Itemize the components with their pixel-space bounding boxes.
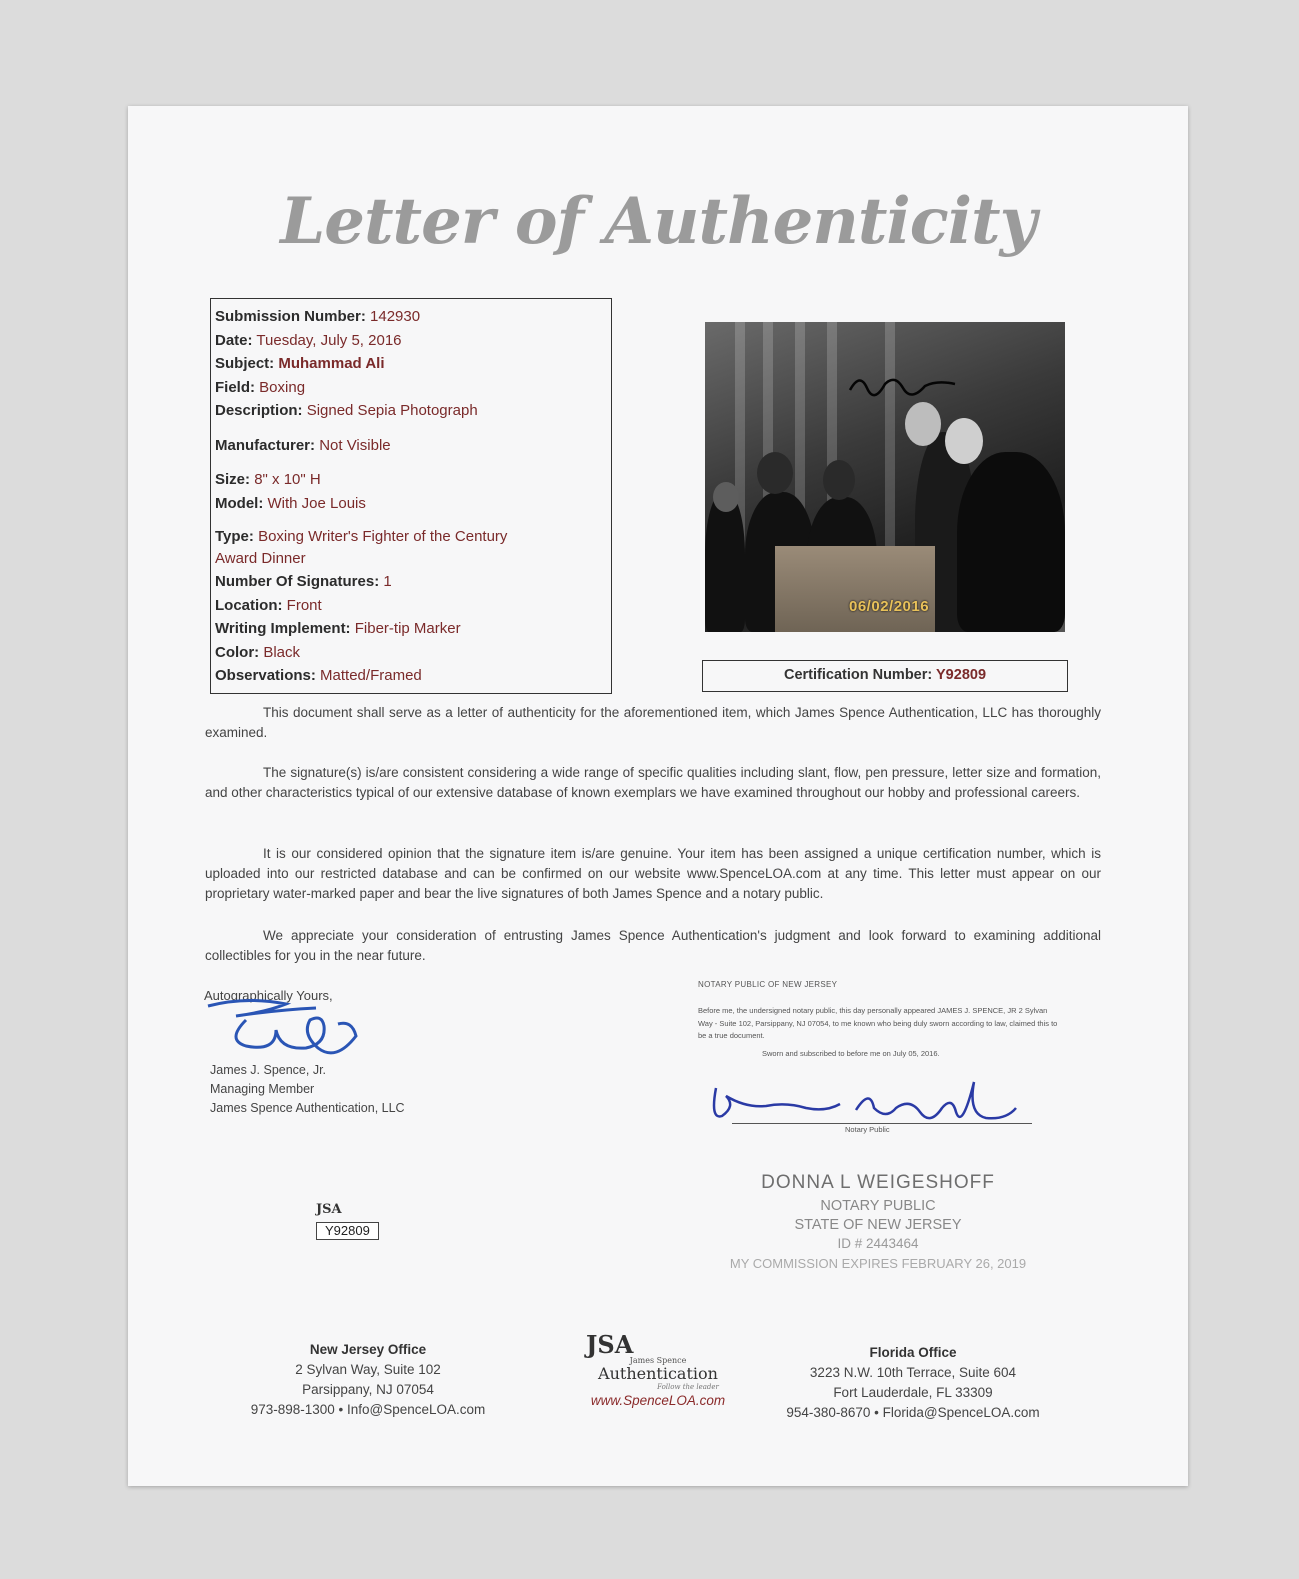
seal-name: DONNA L WEIGESHOFF — [761, 1172, 995, 1193]
signer-name: James J. Spence, Jr. — [210, 1063, 327, 1077]
seal-id: ID # 2443464 — [837, 1236, 919, 1251]
body-paragraph-3: It is our considered opinion that the signature item is/are genuine. Your item has been assigned a unique certification number, which is uploaded into our restricted database and can be confirmed on our website www.SpenceLOA.com at any time. This letter must appear on our proprietary water-marked paper and bear the live signatures of both James Spence and a notary public. — [205, 846, 1101, 901]
type-row: Type: Boxing Writer's Fighter of the Century Award Dinner — [215, 528, 508, 567]
manufacturer-row: Manufacturer: Not Visible — [215, 436, 391, 454]
color-value: Black — [263, 643, 301, 661]
date-value: Tuesday, July 5, 2016 — [256, 331, 402, 349]
notary-text: Before me, the undersigned notary public, this day personally appeared JAMES J. SPENCE, JR 2 Sylvan Way - Suite 102, Parsippany, NJ 07054, to me known who being duly sworn according to law, claimed this to be a true document. — [698, 1006, 1058, 1040]
signer-company: James Spence Authentication, LLC — [210, 1101, 405, 1115]
description-value: Signed Sepia Photograph — [306, 402, 478, 419]
certification-number: Y92809 — [936, 667, 987, 683]
observations-value: Matted/Framed — [320, 667, 422, 684]
color-row: Color: Black — [215, 643, 301, 661]
seal-title: NOTARY PUBLIC — [820, 1198, 936, 1214]
date-row: Date: Tuesday, July 5, 2016 — [215, 331, 402, 349]
num-signatures-row: Number Of Signatures: 1 — [215, 573, 392, 590]
item-info-box — [210, 298, 612, 694]
seal-expires: MY COMMISSION EXPIRES FEBRUARY 26, 2019 — [729, 1256, 1027, 1271]
body-paragraph-4: We appreciate your consideration of entrusting James Spence Authentication's judgment and look forward to examining additional collectibles for you in the near future. — [205, 928, 1101, 963]
submission-number-row: Submission Number: 142930 — [215, 308, 421, 325]
seal-state: STATE OF NEW JERSEY — [794, 1217, 962, 1233]
size-row: Size: 8" x 10" H — [215, 471, 321, 488]
field-row: Field: Boxing — [215, 378, 306, 396]
photo-autograph — [845, 362, 965, 402]
signer-role: Managing Member — [210, 1082, 315, 1096]
writing-implement-value: Fiber-tip Marker — [354, 620, 461, 637]
spence-signature — [206, 990, 366, 1070]
location-row: Location: Front — [215, 596, 322, 614]
manufacturer-value: Not Visible — [319, 436, 391, 454]
observations-row: Observations: Matted/Framed — [215, 667, 422, 684]
model-row: Model: With Joe Louis — [215, 494, 366, 512]
body-paragraph-2: The signature(s) is/are consistent considering a wide range of specific qualities including slant, flow, pen pressure, letter size and formation, and other characteristics typical of our extensive database of known exemplars we have examined throughout our hobby and professional careers. — [205, 765, 1101, 800]
sticker-brand: JSA — [316, 1202, 342, 1217]
submission-number: 142930 — [370, 308, 421, 325]
model-value: With Joe Louis — [267, 494, 366, 512]
letter-title: Letter of Authenticity — [280, 184, 1036, 259]
type-value: Boxing Writer's Fighter of the Century Award Dinner — [215, 528, 508, 567]
certification-box: Certification Number: Y92809 — [702, 660, 1068, 692]
field-value: Boxing — [259, 378, 306, 396]
photo-date-stamp: 06/02/2016 — [849, 598, 930, 615]
photo-podium — [775, 546, 935, 632]
closing-text: Autographically Yours, — [204, 988, 333, 1003]
writing-implement-row: Writing Implement: Fiber-tip Marker — [215, 620, 461, 637]
subject-row: Subject: Muhammad Ali — [215, 355, 385, 372]
description-row: Description: Signed Sepia Photograph — [215, 402, 478, 419]
letter-sheet — [128, 106, 1188, 1486]
sticker-number: Y92809 — [316, 1222, 379, 1240]
notary-signature-line — [732, 1123, 1032, 1124]
website-url: www.SpenceLOA.com — [590, 1393, 726, 1408]
nj-office: New Jersey Office 2 Sylvan Way, Suite 102 Parsippany, NJ 07054 973-898-1300 • Info@SpenceLOA.com — [250, 1342, 486, 1417]
notary-signature-label: Notary Public — [845, 1125, 890, 1134]
notary-header: NOTARY PUBLIC OF NEW JERSEY — [698, 980, 838, 989]
notary-sworn: Sworn and subscribed to before me on July 05, 2016. — [762, 1049, 940, 1058]
subject-value: Muhammad Ali — [278, 355, 385, 372]
size-value: 8" x 10" H — [254, 471, 321, 488]
jsa-authentication-logo: JSA James Spence Authentication Follow the leader www.SpenceLOA.com — [568, 1334, 748, 1408]
item-photo — [705, 322, 1065, 632]
num-signatures-value: 1 — [383, 573, 392, 590]
fl-office: Florida Office 3223 N.W. 10th Terrace, Suite 604 Fort Lauderdale, FL 33309 954-380-8670 • Florida@SpenceLOA.com — [786, 1345, 1040, 1420]
jsa-hologram-sticker — [304, 1200, 416, 1250]
location-value: Front — [286, 596, 322, 614]
body-paragraph-1: This document shall serve as a letter of authenticity for the aforementioned item, which James Spence Authentication, LLC has thoroughly examined. — [205, 705, 1101, 740]
